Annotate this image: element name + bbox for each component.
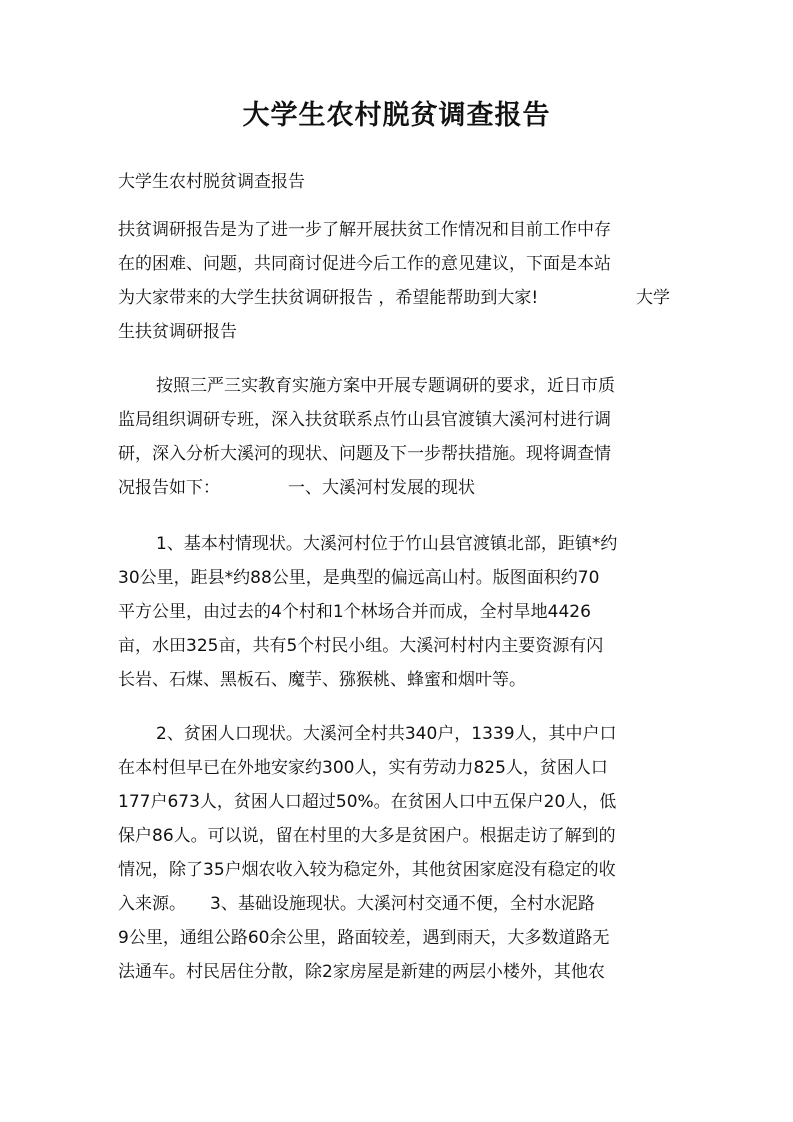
poverty-line-6-text: 入来源。 bbox=[118, 894, 186, 914]
intro-line-3 bbox=[118, 286, 670, 310]
poverty-line-6 bbox=[118, 892, 595, 916]
document-title: 大学生农村脱贫调查报告 bbox=[242, 100, 551, 131]
poverty-line-3: 177户673人，贫困人口超过50%。在贫困人口中五保户20人，低 bbox=[118, 792, 617, 812]
basic-line-4: 亩，水田325亩，共有5个村民小组。大溪河村村内主要资源有闪 bbox=[118, 636, 604, 656]
poverty-line-1: 2、贫困人口现状。大溪河全村共340户，1339人，其中户口 bbox=[156, 724, 617, 744]
basic-line-5: 长岩、石煤、黑板石、魔芋、猕猴桃、蜂蜜和烟叶等。 bbox=[118, 670, 526, 690]
subtitle: 大学生农村脱贫调查报告 bbox=[118, 172, 305, 192]
poverty-line-7: 9公里，通组公路60余公里，路面较差，遇到雨天，大多数道路无 bbox=[118, 928, 610, 948]
basic-line-2: 30公里，距县*约88公里，是典型的偏远高山村。版图面积约70 bbox=[118, 568, 600, 588]
intro-line-2: 在的困难、问题，共同商讨促进今后工作的意见建议，下面是本站 bbox=[118, 254, 611, 274]
infrastructure-heading: 3、基础设施现状。大溪河村交通不便，全村水泥路 bbox=[210, 894, 595, 914]
section-heading-1: 一、大溪河村发展的现状 bbox=[288, 478, 475, 498]
background-line-4 bbox=[118, 476, 475, 500]
intro-line-4: 生扶贫调研报告 bbox=[118, 322, 237, 342]
intro-line-1: 扶贫调研报告是为了进一步了解开展扶贫工作情况和目前工作中存 bbox=[118, 220, 611, 240]
poverty-line-2: 在本村但早已在外地安家约300人，实有劳动力825人，贫困人口 bbox=[118, 758, 608, 778]
background-line-4-text: 况报告如下： bbox=[118, 478, 220, 498]
poverty-line-4: 保户86人。可以说，留在村里的大多是贫困户。根据走访了解到的 bbox=[118, 826, 616, 846]
intro-line-3-text: 为大家带来的大学生扶贫调研报告 ，希望能帮助到大家! bbox=[118, 288, 539, 308]
basic-line-3: 平方公里，由过去的4个村和1个林场合并而成，全村旱地4426 bbox=[118, 602, 591, 622]
basic-line-1: 1、基本村情现状。大溪河村位于竹山县官渡镇北部，距镇*约 bbox=[156, 534, 618, 554]
poverty-line-5: 情况，除了35户烟农收入较为稳定外，其他贫困家庭没有稳定的收 bbox=[118, 860, 616, 880]
background-line-1: 按照三严三实教育实施方案中开展专题调研的要求，近日市质 bbox=[156, 376, 615, 396]
background-line-2: 监局组织调研专班，深入扶贫联系点竹山县官渡镇大溪河村进行调 bbox=[118, 410, 611, 430]
poverty-line-8: 法通车。村民居住分散，除2家房屋是新建的两层小楼外，其他农 bbox=[118, 962, 605, 982]
background-line-3: 研，深入分析大溪河的现状、问题及下一步帮扶措施。现将调查情 bbox=[118, 444, 611, 464]
intro-line-3-tail: 大学 bbox=[636, 288, 670, 308]
